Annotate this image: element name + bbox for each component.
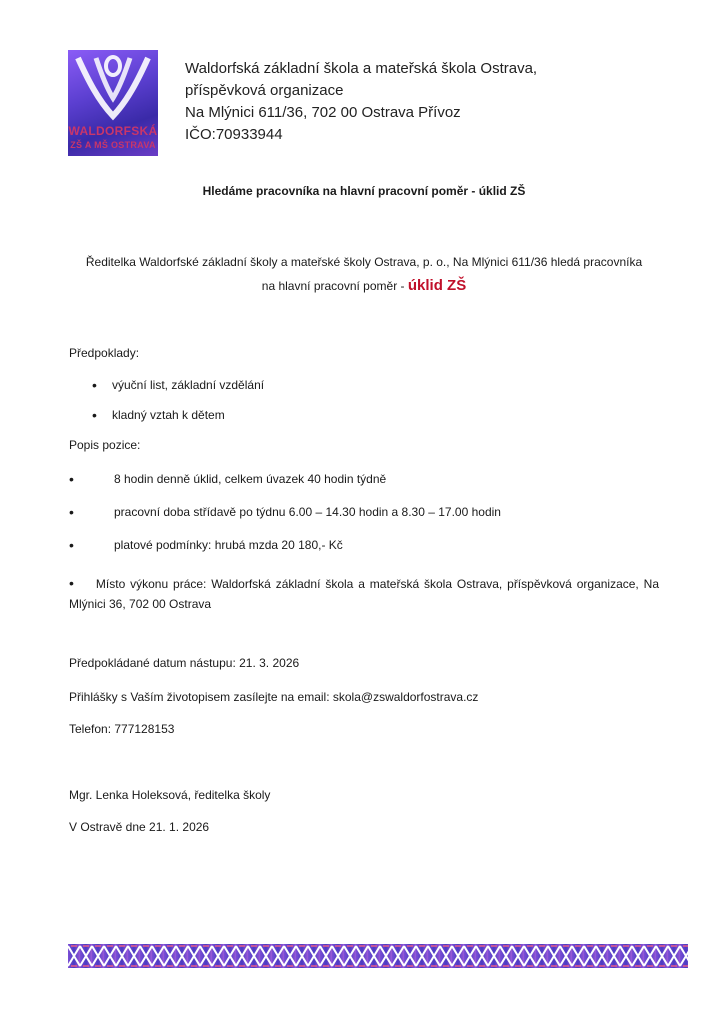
telefon-text: Telefon: 777128153 [69,722,175,736]
popis-item-2-text: pracovní doba střídavě po týdnu 6.00 – 14.30 hodin a 8.30 – 17.00 hodin [114,505,501,519]
intro-line2 [60,274,668,298]
misto-datum-text: V Ostravě dne 21. 1. 2026 [69,820,210,834]
popis-item-3-text: platové podmínky: hrubá mzda 20 180,- Kč [114,538,343,552]
popis-label: Popis pozice: [69,438,141,452]
school-logo [68,50,158,156]
bullet-icon: • [69,471,74,487]
intro-line2-text: na hlavní pracovní poměr - [261,279,408,293]
logo-text-line2: ZŠ A MŠ OSTRAVA [70,140,156,150]
bullet-icon: • [69,537,74,553]
intro-line1: Ředitelka Waldorfské základní školy a mateřské školy Ostrava, p. o., Na Mlýnici 611/36 hledá pracovníka [85,255,643,269]
misto-vykonu-text: Místo výkonu práce: Waldorfská základní škola a mateřská škola Ostrava, příspěvková organizace, Na Mlýnici 36, 702 00 Ostrava [69,577,659,611]
header-line2: příspěvková organizace [185,82,344,99]
predpoklady-label: Předpoklady: [69,346,140,360]
school-header [185,58,537,146]
predpoklady-item-2-text: kladný vztah k dětem [112,408,225,422]
bullet-icon: • [69,575,74,591]
header-line4: IČO:70933944 [185,126,283,143]
podpis-text: Mgr. Lenka Holeksová, ředitelka školy [69,788,271,802]
document-title: Hledáme pracovníka na hlavní pracovní poměr - úklid ZŠ [202,184,526,198]
header-line3: Na Mlýnici 611/36, 702 00 Ostrava Přívoz [185,104,461,121]
intro-highlight: úklid ZŠ [407,277,467,294]
bullet-icon: • [92,407,97,423]
prihlasky-text: Přihlášky s Vaším životopisem zasílejte na email: skola@zswaldorfostrava.cz [69,690,479,704]
datum-nastupu: Předpokládané datum nástupu: 21. 3. 2026 [69,656,300,670]
decorative-border-icon [68,944,688,968]
bullet-icon: • [69,504,74,520]
predpoklady-item-1-text: výuční list, základní vzdělání [112,378,265,392]
header-line1: Waldorfská základní škola a mateřská škola Ostrava, [185,60,538,77]
bullet-icon: • [92,377,97,393]
popis-item-1-text: 8 hodin denně úklid, celkem úvazek 40 hodin týdně [114,472,387,486]
logo-text-line1: WALDORFSKÁ [68,124,158,138]
misto-vykonu [69,573,659,614]
intro-paragraph [60,250,668,298]
